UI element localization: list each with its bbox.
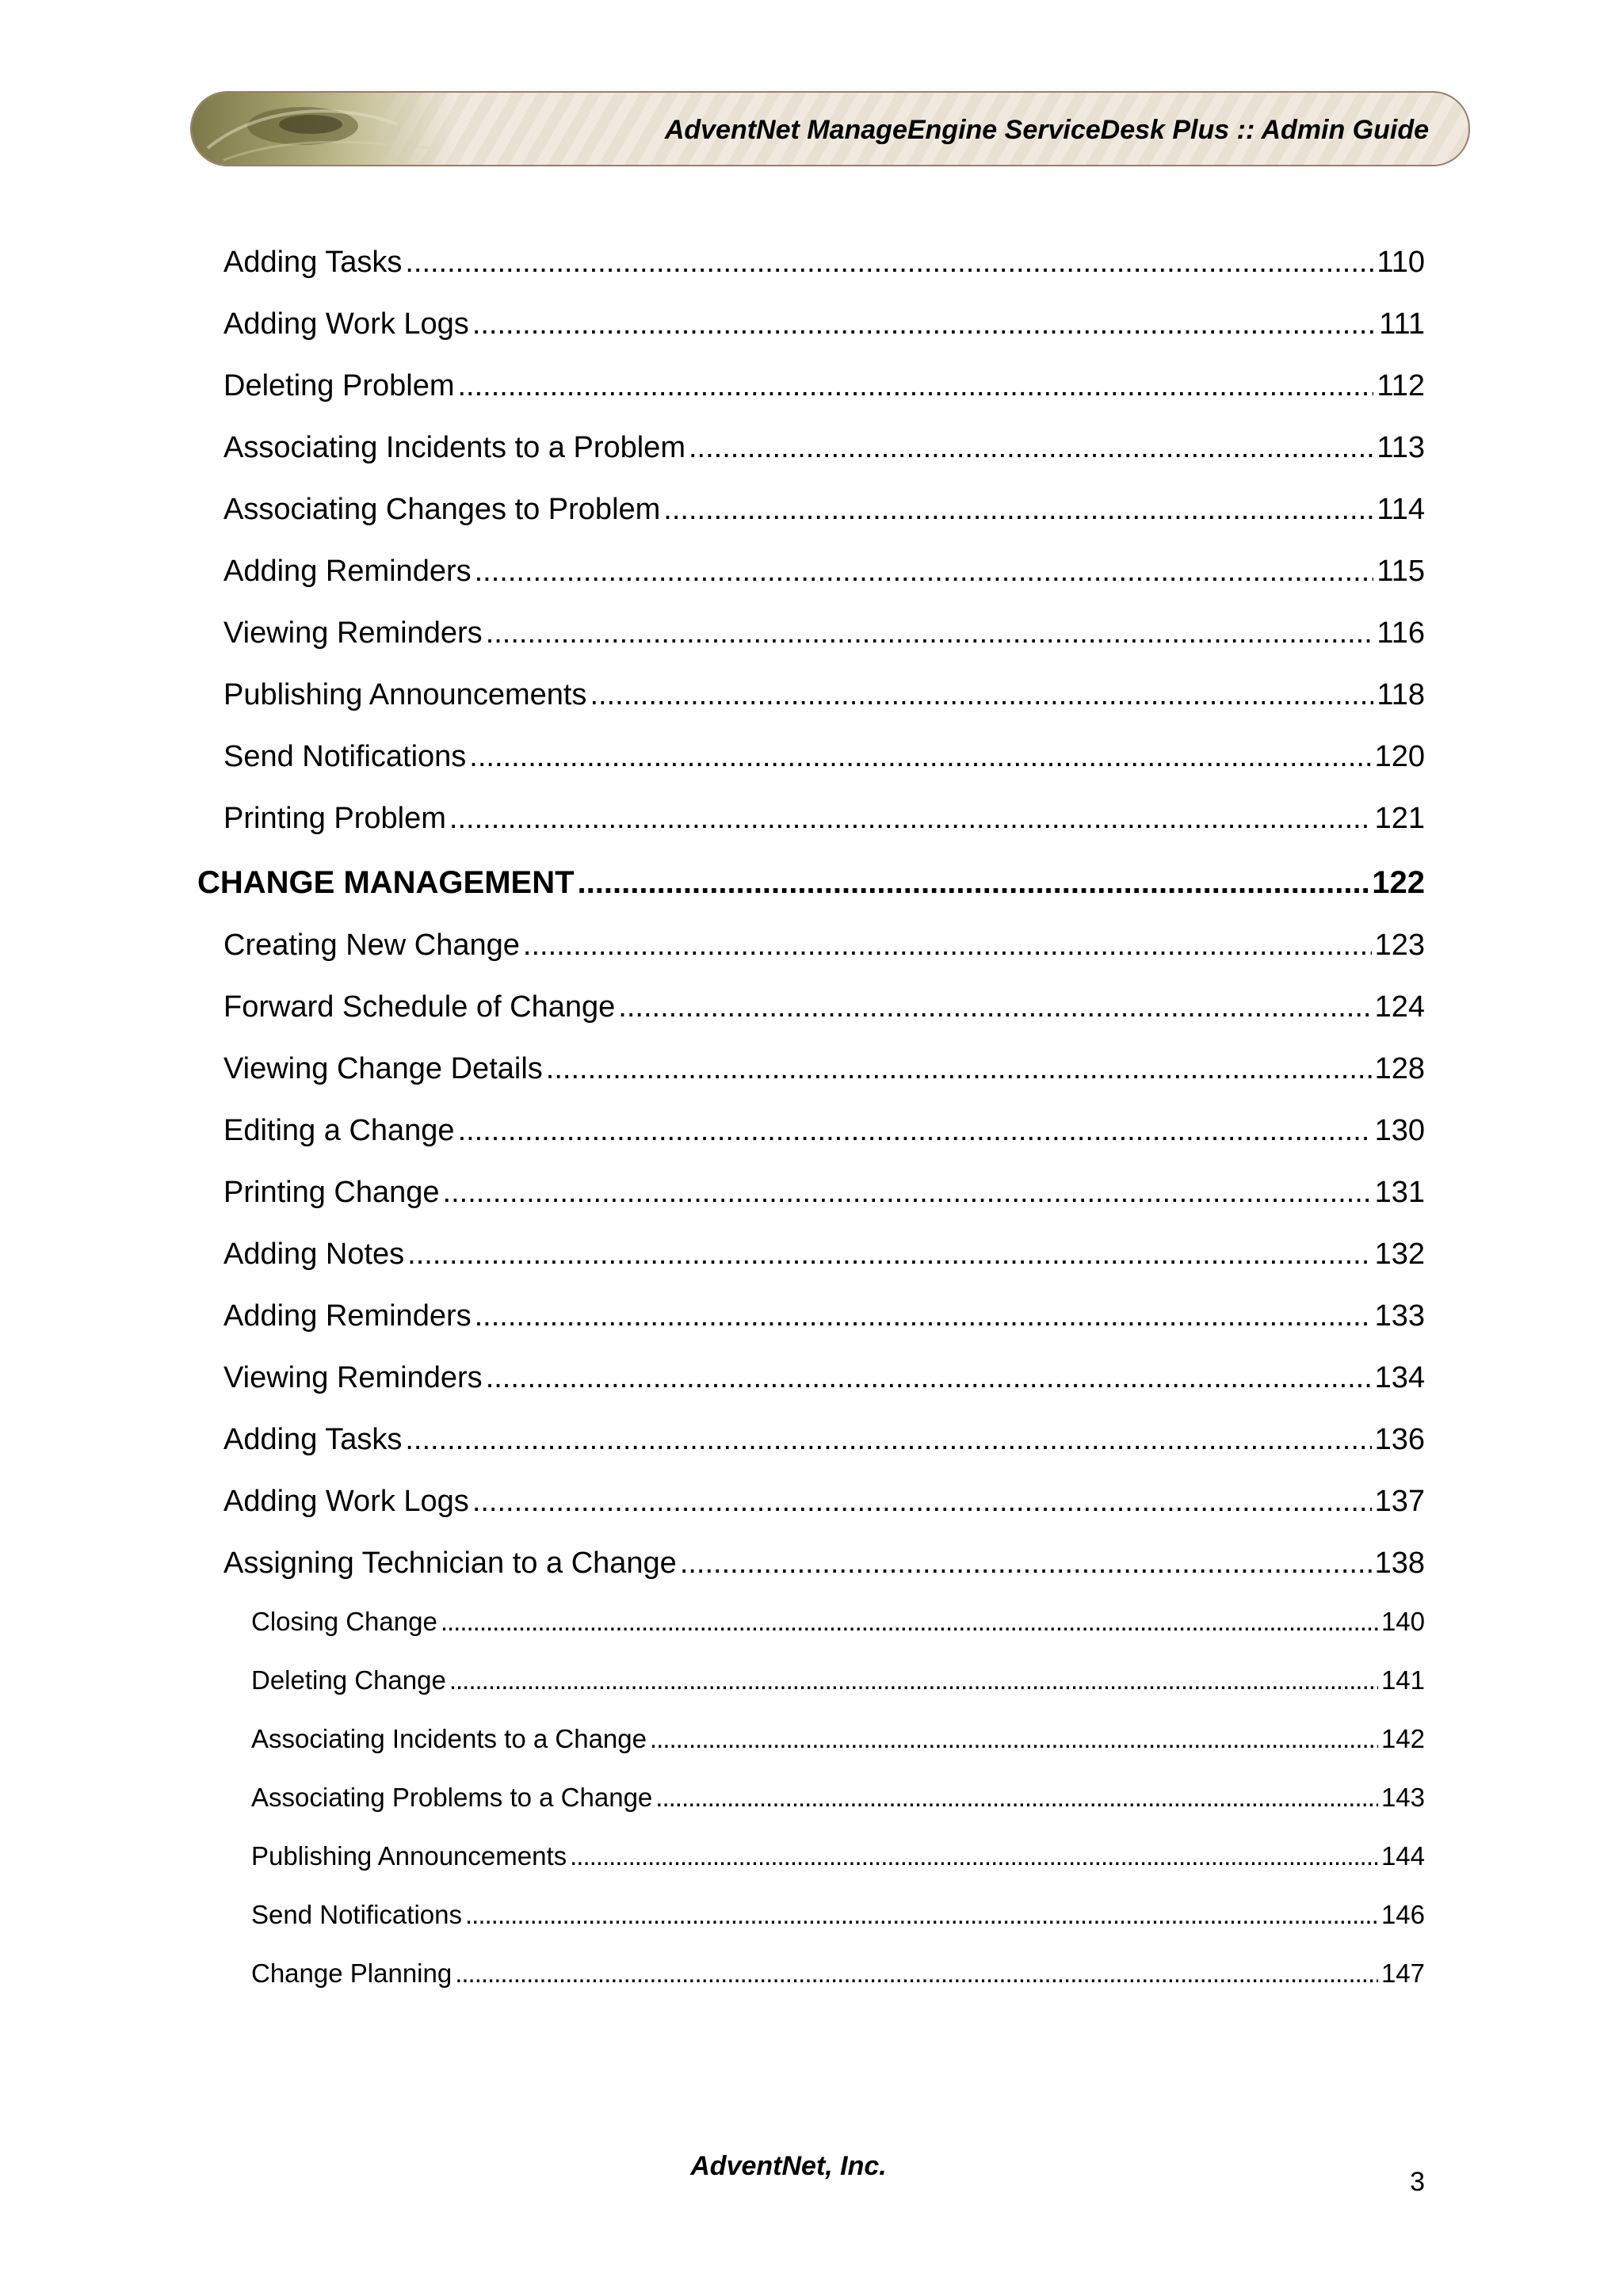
toc-entry-page: 115: [1377, 555, 1425, 588]
toc-entry-label: Viewing Reminders: [223, 616, 483, 650]
toc-entry-label: Editing a Change: [223, 1114, 455, 1147]
toc-entry-label: Associating Problems to a Change: [251, 1783, 653, 1812]
toc-entry[interactable]: [251, 1724, 1425, 1754]
toc-entry-page: 122: [1372, 865, 1425, 900]
toc-leader-dots: [663, 493, 1373, 527]
toc-leader-dots: [475, 555, 1374, 589]
toc-entry[interactable]: [223, 616, 1425, 650]
toc-entry-label: Associating Incidents to a Change: [251, 1724, 647, 1753]
toc-entry-label: Viewing Reminders: [223, 1361, 483, 1394]
toc-entry[interactable]: [223, 929, 1425, 963]
toc-leader-dots: [443, 1176, 1372, 1210]
toc-entry-label: CHANGE MANAGEMENT: [197, 865, 575, 900]
toc-entry[interactable]: [223, 1176, 1425, 1210]
toc-entry-page: 138: [1374, 1547, 1425, 1580]
toc-entry[interactable]: [223, 555, 1425, 589]
toc-leader-dots: [405, 1423, 1371, 1457]
toc-entry[interactable]: [223, 1361, 1425, 1395]
toc-leader-dots: [578, 865, 1369, 901]
toc-entry-page: 118: [1377, 678, 1425, 711]
toc-leader-dots: [650, 1724, 1378, 1754]
toc-entry[interactable]: [223, 802, 1425, 836]
toc-entry-label: Forward Schedule of Change: [223, 990, 616, 1024]
toc-leader-dots: [590, 678, 1373, 712]
toc-entry-page: 142: [1381, 1724, 1425, 1753]
toc-entry-label: Adding Work Logs: [223, 307, 469, 341]
toc-entry[interactable]: [251, 1783, 1425, 1813]
toc-entry-page: 141: [1381, 1665, 1425, 1695]
toc-entry-label: Publishing Announcements: [223, 678, 587, 711]
toc-entry-page: 144: [1381, 1841, 1425, 1871]
toc-entry-page: 113: [1377, 431, 1425, 464]
toc-leader-dots: [486, 616, 1374, 650]
toc-entry-page: 111: [1379, 307, 1425, 341]
toc-entry[interactable]: [251, 1665, 1425, 1695]
header-title: AdventNet ManageEngine ServiceDesk Plus :: Admin Guide: [664, 115, 1429, 145]
toc-entry-page: 124: [1374, 990, 1425, 1024]
toc-entry[interactable]: [251, 1607, 1425, 1637]
toc-leader-dots: [523, 929, 1372, 963]
toc-entry[interactable]: [223, 1485, 1425, 1519]
header-banner: [190, 91, 1470, 166]
toc-entry[interactable]: [223, 369, 1425, 403]
toc-entry-label: Associating Changes to Problem: [223, 493, 661, 526]
banner-image: [192, 93, 453, 165]
toc-entry-page: 114: [1377, 493, 1425, 526]
toc-entry-page: 147: [1381, 1958, 1425, 1988]
toc-entry-label: Adding Tasks: [223, 246, 403, 279]
toc-leader-dots: [475, 1299, 1372, 1333]
toc-entry[interactable]: [223, 990, 1425, 1024]
toc-entry[interactable]: [223, 1052, 1425, 1086]
footer-company: AdventNet, Inc.: [690, 2151, 887, 2181]
toc-entry-label: Associating Incidents to a Problem: [223, 431, 685, 464]
banner-decoration-icon: [192, 93, 453, 166]
toc-entry-page: 116: [1377, 616, 1425, 650]
toc-entry[interactable]: [197, 865, 1425, 901]
toc-entry-label: Closing Change: [251, 1607, 437, 1636]
toc-entry-label: Adding Reminders: [223, 555, 472, 588]
toc-leader-dots: [472, 1485, 1372, 1519]
toc-leader-dots: [449, 802, 1372, 836]
toc-leader-dots: [407, 1238, 1371, 1272]
toc-entry-label: Adding Work Logs: [223, 1485, 469, 1518]
toc-leader-dots: [618, 990, 1371, 1024]
toc-entry-page: 146: [1381, 1900, 1425, 1929]
toc-entry-label: Publishing Announcements: [251, 1841, 567, 1871]
toc-leader-dots: [457, 369, 1373, 403]
toc-entry-label: Deleting Change: [251, 1665, 446, 1695]
toc-leader-dots: [449, 1665, 1378, 1695]
toc-entry-label: Printing Problem: [223, 802, 446, 835]
toc-leader-dots: [546, 1052, 1372, 1086]
toc-entry-page: 133: [1374, 1299, 1425, 1333]
toc-entry-label: Adding Notes: [223, 1238, 405, 1271]
toc-entry-label: Assigning Technician to a Change: [223, 1547, 677, 1580]
toc-entry[interactable]: [251, 1958, 1425, 1989]
toc-entry[interactable]: [223, 493, 1425, 527]
toc-entry-label: Viewing Change Details: [223, 1052, 543, 1085]
toc-entry-page: 128: [1374, 1052, 1425, 1085]
toc-entry-page: 120: [1374, 740, 1425, 773]
toc-entry[interactable]: [223, 1547, 1425, 1581]
toc-leader-dots: [680, 1547, 1372, 1581]
toc-leader-dots: [570, 1841, 1378, 1871]
toc-entry-page: 132: [1374, 1238, 1425, 1271]
toc-entry-label: Send Notifications: [251, 1900, 462, 1929]
toc-entry[interactable]: [251, 1900, 1425, 1930]
toc-entry-label: Printing Change: [223, 1176, 440, 1209]
toc-entry[interactable]: [223, 1114, 1425, 1148]
toc-entry-label: Change Planning: [251, 1958, 453, 1988]
toc-leader-dots: [486, 1361, 1372, 1395]
page-number: 3: [1410, 2167, 1425, 2197]
toc-entry[interactable]: [251, 1841, 1425, 1871]
toc-entry[interactable]: [223, 1238, 1425, 1272]
toc-entry[interactable]: [223, 246, 1425, 280]
toc-leader-dots: [465, 1900, 1378, 1930]
toc-leader-dots: [455, 1958, 1378, 1989]
toc-entry[interactable]: [223, 307, 1425, 341]
toc-leader-dots: [655, 1783, 1378, 1813]
toc-entry-page: 137: [1374, 1485, 1425, 1518]
toc-entry-page: 110: [1377, 246, 1425, 279]
toc-entry-label: Send Notifications: [223, 740, 467, 773]
toc-entry[interactable]: [223, 1423, 1425, 1457]
toc-leader-dots: [689, 431, 1373, 465]
toc-entry[interactable]: [223, 678, 1425, 712]
toc-entry-label: Adding Reminders: [223, 1299, 472, 1333]
toc-entry-page: 140: [1381, 1607, 1425, 1636]
toc-entry-label: Creating New Change: [223, 929, 520, 962]
toc-leader-dots: [469, 740, 1371, 774]
toc-entry-page: 112: [1377, 369, 1425, 402]
toc-leader-dots: [458, 1114, 1372, 1148]
toc-leader-dots: [405, 246, 1373, 280]
toc-entry-page: 143: [1381, 1783, 1425, 1812]
toc-entry[interactable]: [223, 740, 1425, 774]
toc-leader-dots: [441, 1607, 1378, 1637]
toc-entry[interactable]: [223, 1299, 1425, 1333]
toc-entry-page: 134: [1374, 1361, 1425, 1394]
toc-entry-page: 123: [1374, 929, 1425, 962]
toc-entry-label: Adding Tasks: [223, 1423, 403, 1456]
toc-entry-page: 121: [1374, 802, 1425, 835]
toc-entry[interactable]: [223, 431, 1425, 465]
toc-leader-dots: [472, 307, 1376, 341]
toc-entry-page: 130: [1374, 1114, 1425, 1147]
toc-entry-page: 136: [1374, 1423, 1425, 1456]
toc-entry-label: Deleting Problem: [223, 369, 455, 402]
toc-entry-page: 131: [1374, 1176, 1425, 1209]
